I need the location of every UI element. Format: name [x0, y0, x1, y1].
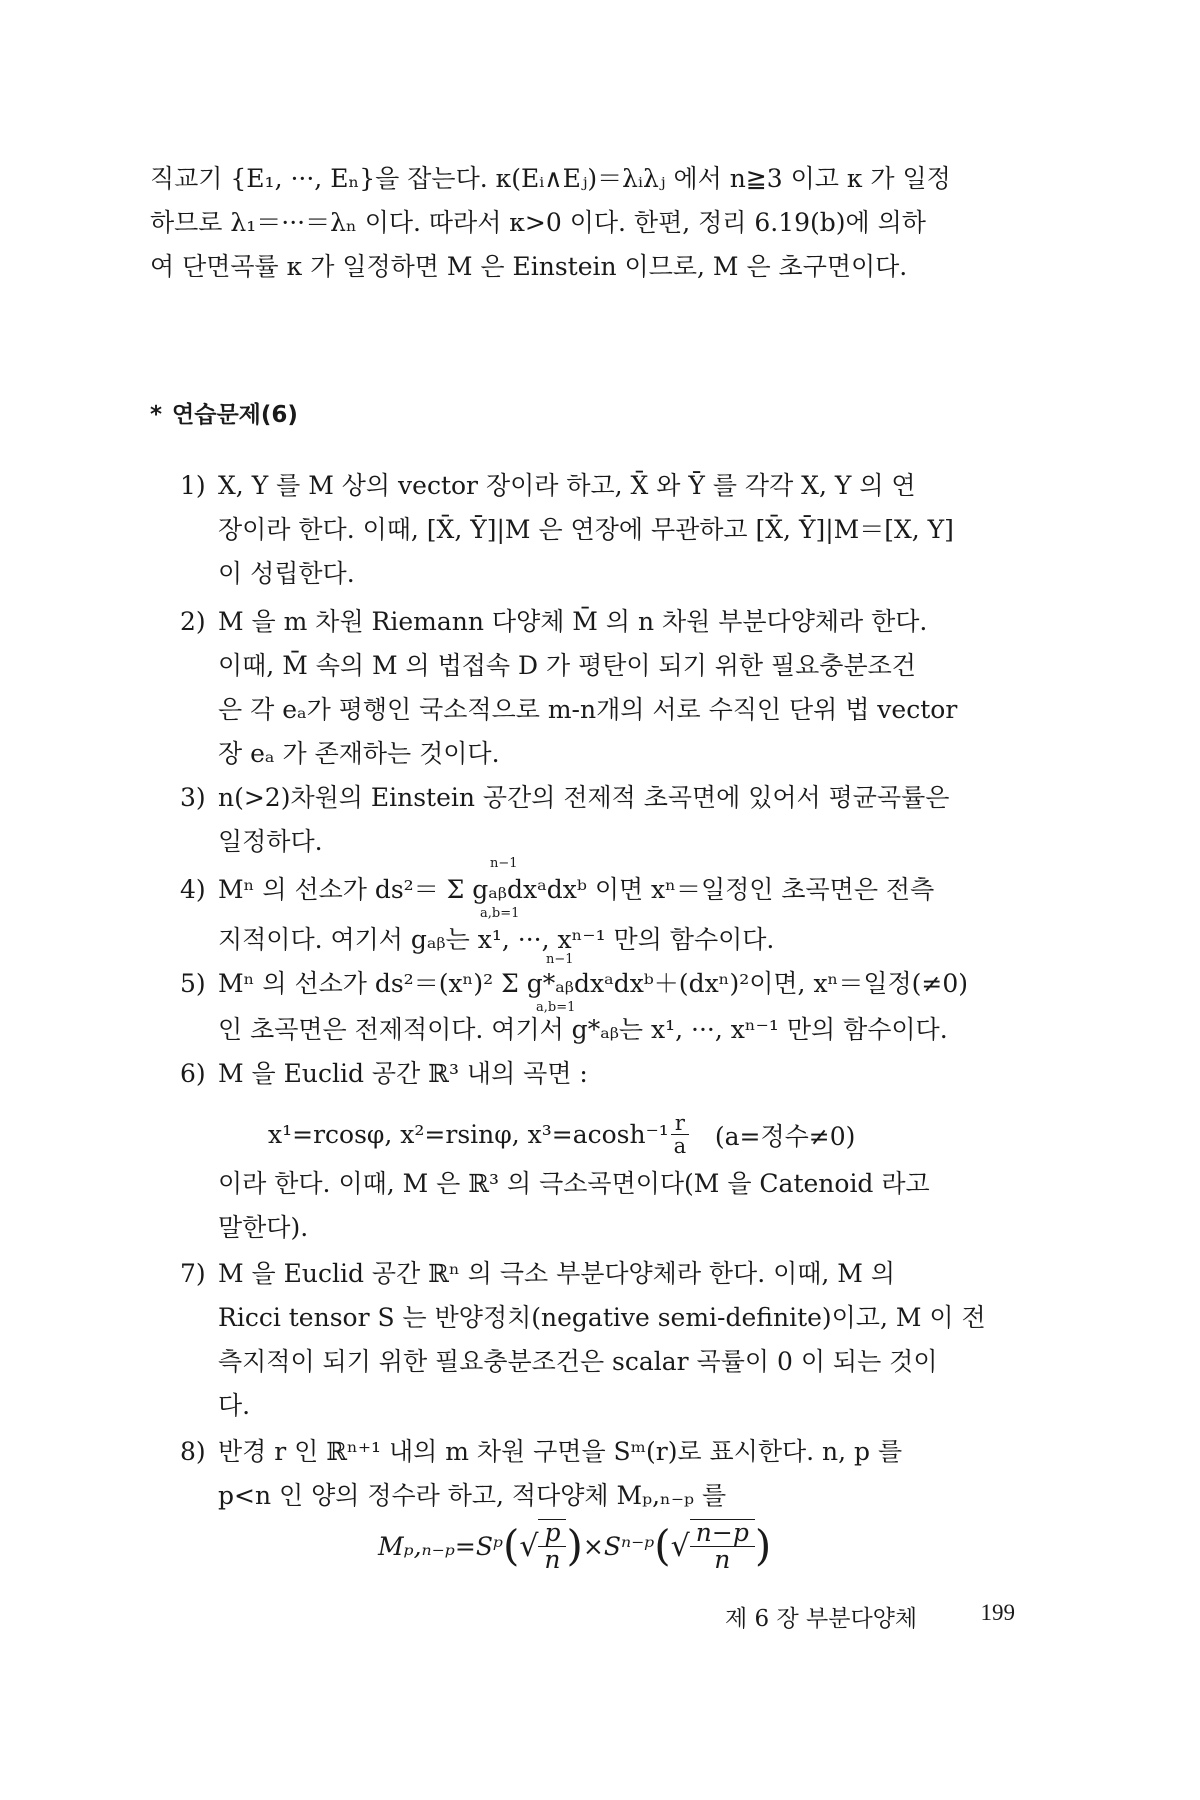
problem-6-line-1: M 을 Euclid 공간 ℝ³ 내의 곡면 : [218, 1059, 588, 1088]
catenoid-fraction: r a [671, 1112, 689, 1157]
problem-3-line-1: n(>2)차원의 Einstein 공간의 전제적 초곡면에 있어서 평균곡률은 [218, 783, 950, 812]
problem-4-line-1: Mⁿ 의 선소가 ds²＝ Σ gₐᵦdxᵃdxᵇ 이면 xⁿ＝일정인 초곡면은 전측 [218, 875, 935, 904]
left-paren: ( [502, 1521, 520, 1570]
left-paren-2: ( [654, 1521, 671, 1570]
radical-fraction-2: n−p n [690, 1519, 755, 1573]
problem-2-line-2: 이때, M̄ 속의 M 의 법접속 D 가 평탄이 되기 위한 필요충분조건 [218, 651, 916, 680]
sum-lower-limit-5: a,b=1 [536, 1000, 576, 1015]
problem-8-line-2: p<n 인 양의 정수라 하고, 적다양체 Mₚ,ₙ₋ₚ 를 [218, 1481, 727, 1510]
problem-6-line-3: 말한다). [218, 1213, 309, 1242]
sum-upper-limit-4: n−1 [490, 856, 518, 871]
intro-line-3: 여 단면곡률 κ 가 일정하면 M 은 Einstein 이므로, M 은 초구면이다. [150, 252, 908, 281]
problem-2-line-4: 장 eₐ 가 존재하는 것이다. [218, 739, 500, 768]
radical-icon-2: √ [670, 1528, 690, 1564]
problem-3-number: 3) [180, 783, 206, 812]
product-formula: Mₚ,ₙ₋ₚ=Sᵖ ( √ p n ) ×Sⁿ⁻ᵖ ( √ n−p n ) [378, 1518, 772, 1574]
problem-8-number: 8) [180, 1437, 206, 1466]
right-paren-2: ) [754, 1521, 772, 1570]
problem-1-line-2: 장이라 한다. 이때, [X̄, Ȳ]|M 은 연장에 무관하고 [X̄, Ȳ]|M＝[X, Y] [218, 515, 954, 544]
catenoid-formula: x¹=rcosφ, x²=rsinφ, x³=acosh⁻¹ r a (a=정수≠0) [268, 1111, 856, 1158]
problem-2-line-1: M 을 m 차원 Riemann 다양체 M̄ 의 n 차원 부분다양체라 한다. [218, 607, 928, 636]
exercises-title: 연습문제(6) [172, 402, 298, 428]
problem-7-line-4: 다. [218, 1391, 251, 1420]
page-number: 199 [980, 1600, 1015, 1625]
radical-icon: √ [519, 1528, 539, 1564]
problem-1-number: 1) [180, 471, 206, 500]
problem-5-line-2: 인 초곡면은 전제적이다. 여기서 g*ₐᵦ는 x¹, ···, xⁿ⁻¹ 만의 함수이다. [218, 1015, 948, 1044]
right-paren: ) [566, 1521, 583, 1570]
problem-5-number: 5) [180, 969, 206, 998]
problem-7-number: 7) [180, 1259, 206, 1288]
problem-2-number: 2) [180, 607, 206, 636]
problem-7-line-1: M 을 Euclid 공간 ℝⁿ 의 극소 부분다양체라 한다. 이때, M 의 [218, 1259, 895, 1288]
problem-4-number: 4) [180, 875, 206, 904]
problem-1-line-1: X, Y 를 M 상의 vector 장이라 하고, X̄ 와 Ȳ 를 각각 X, Y 의 연 [218, 471, 916, 500]
sum-upper-limit-5: n−1 [546, 952, 574, 967]
problem-6-line-2: 이라 한다. 이때, M 은 ℝ³ 의 극소곡면이다(M 을 Catenoid 라고 [218, 1169, 930, 1198]
sum-lower-limit-4: a,b=1 [480, 906, 520, 921]
problem-8-line-1: 반경 r 인 ℝⁿ⁺¹ 내의 m 차원 구면을 Sᵐ(r)로 표시한다. n, p 를 [218, 1437, 903, 1466]
problem-5-line-1: Mⁿ 의 선소가 ds²＝(xⁿ)² Σ g*ₐᵦdxᵃdxᵇ＋(dxⁿ)²이면, xⁿ＝일정(≠0) [218, 969, 969, 998]
problem-1-line-3: 이 성립한다. [218, 559, 355, 588]
problem-7-line-2: Ricci tensor S 는 반양정치(negative semi-definite)이고, M 이 전 [218, 1303, 986, 1332]
intro-line-1: 직교기 {E₁, ···, Eₙ}을 잡는다. κ(Eᵢ∧Eⱼ)＝λᵢλⱼ 에서 n≧3 이고 κ 가 일정 [150, 164, 951, 193]
intro-line-2: 하므로 λ₁＝···＝λₙ 이다. 따라서 κ>0 이다. 한편, 정리 6.19(b)에 의하 [150, 208, 926, 237]
problem-4-line-2: 지적이다. 여기서 gₐᵦ는 x¹, ···, xⁿ⁻¹ 만의 함수이다. [218, 925, 775, 954]
problem-2-line-3: 은 각 eₐ가 평행인 국소적으로 m-n개의 서로 수직인 단위 법 vector [218, 695, 958, 724]
exercises-heading [150, 396, 298, 429]
problem-6-number: 6) [180, 1059, 206, 1088]
chapter-title: 제 6 장 부분다양체 [725, 1606, 918, 1632]
asterisk-icon: * [150, 402, 163, 428]
problem-3-line-2: 일정하다. [218, 827, 323, 856]
radical-fraction-1: p n [538, 1519, 566, 1573]
page-footer [725, 1600, 1015, 1633]
problem-7-line-3: 측지적이 되기 위한 필요충분조건은 scalar 곡률이 0 이 되는 것이 [218, 1347, 938, 1376]
